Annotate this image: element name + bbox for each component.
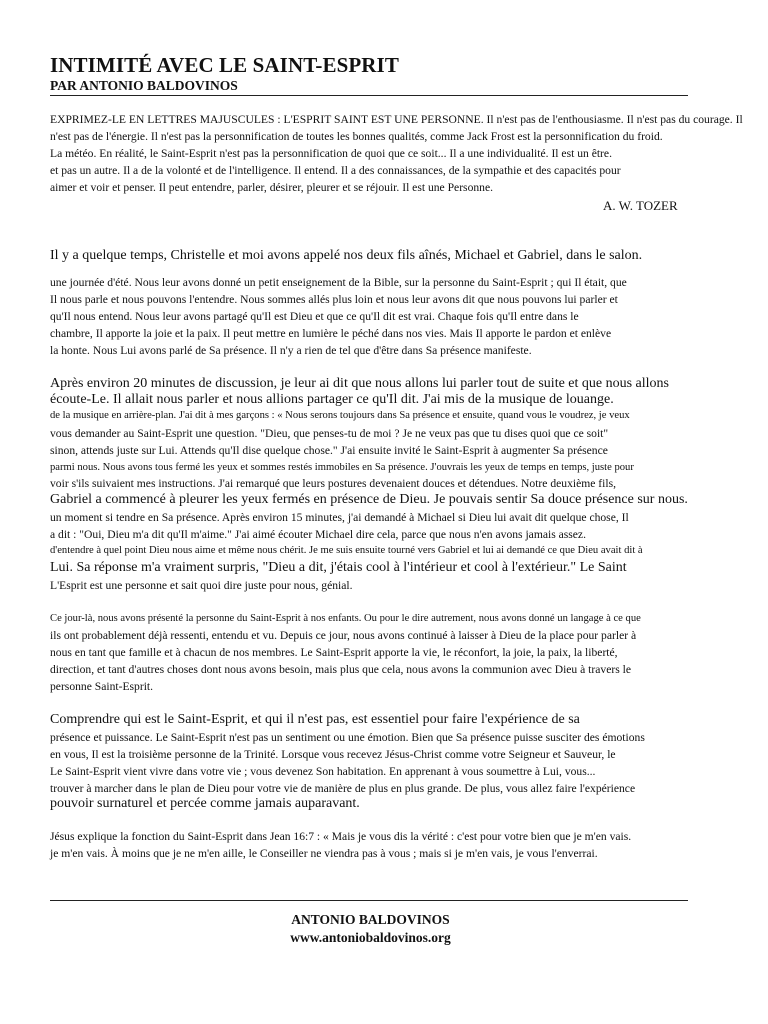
paragraph-lead: écoute-Le. Il allait nous parler et nous allions partager ce qu'Il dit. J'ai mis de la musique de louange. — [50, 392, 614, 407]
paragraph-line: sinon, attends juste sur Lui. Attends qu'Il dise quelque chose." J'ai ensuite invité le Saint-Esprit à augmenter Sa présence — [50, 444, 608, 457]
paragraph-line: je m'en vais. À moins que je ne m'en aille, le Conseiller ne viendra pas à vous ; mais si je m'en vais, je vous l'enverrai. — [50, 847, 598, 860]
paragraph-line: nous en tant que famille et à chacun de nos membres. Le Saint-Esprit apporte la vie, le réconfort, la joie, la paix, la liberté, — [50, 646, 618, 659]
paragraph-line: trouver à marcher dans le plan de Dieu pour votre vie de manière de plus en plus grande. De plus, vous allez faire l'expérience — [50, 782, 636, 795]
paragraph-line: pouvoir surnaturel et percée comme jamais auparavant. — [50, 796, 360, 811]
paragraph-lead: Après environ 20 minutes de discussion, je leur ai dit que nous allons lui parler tout de suite et que nous allons — [50, 376, 670, 391]
paragraph-line: vous demander au Saint-Esprit une question. "Dieu, que penses-tu de moi ? Je ne veux pas que tu dises quoi que ce soit" — [50, 427, 609, 440]
author-byline: PAR ANTONIO BALDOVINOS — [50, 78, 238, 93]
paragraph-line: la honte. Nous Lui avons parlé de Sa présence. Il n'y a rien de tel que d'être dans Sa présence manifeste. — [50, 344, 532, 357]
paragraph-line: direction, et tant d'autres choses dont nous avons besoin, mais plus que cela, nous avons la communion avec Dieu à travers le — [50, 663, 631, 676]
paragraph-line: parmi nous. Nous avons tous fermé les yeux et sommes restés immobiles en Sa présence. J'ouvrais les yeux de temps en temps, juste pour — [50, 462, 634, 473]
paragraph-line: personne Saint-Esprit. — [50, 680, 154, 693]
header-divider — [50, 95, 688, 96]
paragraph-line: Jésus explique la fonction du Saint-Esprit dans Jean 16:7 : « Mais je vous dis la vérité : c'est pour votre bien que je m'en vais. — [50, 830, 632, 843]
paragraph-line: voir s'ils suivaient mes instructions. J'ai remarqué que leurs postures devenaient douces et détendues. Notre deuxième fils, — [50, 477, 617, 490]
paragraph-line: chambre, Il apporte la joie et la paix. Il peut mettre en lumière le péché dans nos vies. Mais Il apporte le pardon et enlève — [50, 327, 612, 340]
paragraph-line: Lui. Sa réponse m'a vraiment surpris, "Dieu a dit, j'étais cool à l'intérieur et cool à l'extérieur." Le Saint — [50, 560, 627, 575]
paragraph-line: un moment si tendre en Sa présence. Après environ 15 minutes, j'ai demandé à Michael si Dieu lui avait dit quelque chose, Il — [50, 511, 629, 524]
quote-attribution: A. W. TOZER — [603, 198, 678, 213]
paragraph-line: Gabriel a commencé à pleurer les yeux fermés en présence de Dieu. Je pouvais sentir Sa douce présence sur nous. — [50, 492, 688, 507]
paragraph-lead: Il y a quelque temps, Christelle et moi avons appelé nos deux fils aînés, Michael et Gabriel, dans le salon. — [50, 248, 643, 263]
quote-line: La météo. En réalité, le Saint-Esprit n'est pas la personnification de quoi que ce soit... Il a une individualité. Il est un être. — [50, 147, 612, 160]
paragraph-line: Il nous parle et nous pouvons l'entendre. Nous sommes allés plus loin et nous leur avons dit que nous pouvons lui parler et — [50, 293, 618, 306]
paragraph-lead: Comprendre qui est le Saint-Esprit, et qui il n'est pas, est essentiel pour faire l'expérience de sa — [50, 712, 580, 727]
quote-line: et pas un autre. Il a de la volonté et de l'intelligence. Il entend. Il a des connaissances, de la sympathie et des capacités pour — [50, 164, 621, 177]
quote-line: n'est pas de l'énergie. Il n'est pas la personnification de toutes les bonnes qualités, comme Jack Frost est la personnification du froid. — [50, 130, 663, 143]
paragraph-line: L'Esprit est une personne et sait quoi dire juste pour nous, génial. — [50, 579, 353, 592]
paragraph-line: ils ont probablement déjà ressenti, entendu et vu. Depuis ce jour, nous avons continué à laisser à Dieu de la place pour parler à — [50, 629, 637, 642]
footer-divider — [50, 900, 688, 901]
paragraph-line: qu'Il nous entend. Nous leur avons partagé qu'Il est Dieu et que ce qu'Il dit est vrai. Chaque fois qu'Il entre dans le — [50, 310, 579, 323]
quote-line: aimer et voir et penser. Il peut entendre, parler, désirer, pleurer et se réjouir. Il est une Personne. — [50, 181, 494, 194]
paragraph-line: une journée d'été. Nous leur avons donné un petit enseignement de la Bible, sur la personne du Saint-Esprit ; qui Il était, que — [50, 276, 627, 289]
paragraph-line: présence et puissance. Le Saint-Esprit n'est pas un sentiment ou une émotion. Bien que Sa présence puisse susciter des émotions — [50, 731, 645, 744]
footer-website: www.antoniobaldovinos.org — [290, 930, 451, 945]
quote-line: EXPRIMEZ-LE EN LETTRES MAJUSCULES : L'ESPRIT SAINT EST UNE PERSONNE. Il n'est pas de l'enthousiasme. Il n'est pas du courage. Il — [50, 113, 743, 126]
paragraph-line: a dit : "Oui, Dieu m'a dit qu'Il m'aime." J'ai aimé écouter Michael dire cela, parce que nous n'en avons jamais assez. — [50, 528, 586, 541]
footer-author: ANTONIO BALDOVINOS — [291, 912, 450, 927]
paragraph-line: Le Saint-Esprit vient vivre dans votre vie ; vous devenez Son habitation. En apprenant à vous soumettre à Lui, vous... — [50, 765, 596, 778]
paragraph-line: de la musique en arrière-plan. J'ai dit à mes garçons : « Nous serons toujours dans Sa présence et ensuite, quand vous le voudrez, je veux — [50, 410, 630, 421]
page-title: INTIMITÉ AVEC LE SAINT-ESPRIT — [50, 53, 399, 77]
paragraph-line: en vous, Il est la troisième personne de la Trinité. Lorsque vous recevez Jésus-Christ comme votre Seigneur et Sauveur, le — [50, 748, 616, 761]
paragraph-line: d'entendre à quel point Dieu nous aime et même nous chérit. Je me suis ensuite tourné vers Gabriel et lui ai demandé ce que Dieu avait dit à — [50, 545, 643, 556]
paragraph-line: Ce jour-là, nous avons présenté la personne du Saint-Esprit à nos enfants. Ou pour le dire autrement, nous avons donné un langage à ce que — [50, 613, 641, 624]
